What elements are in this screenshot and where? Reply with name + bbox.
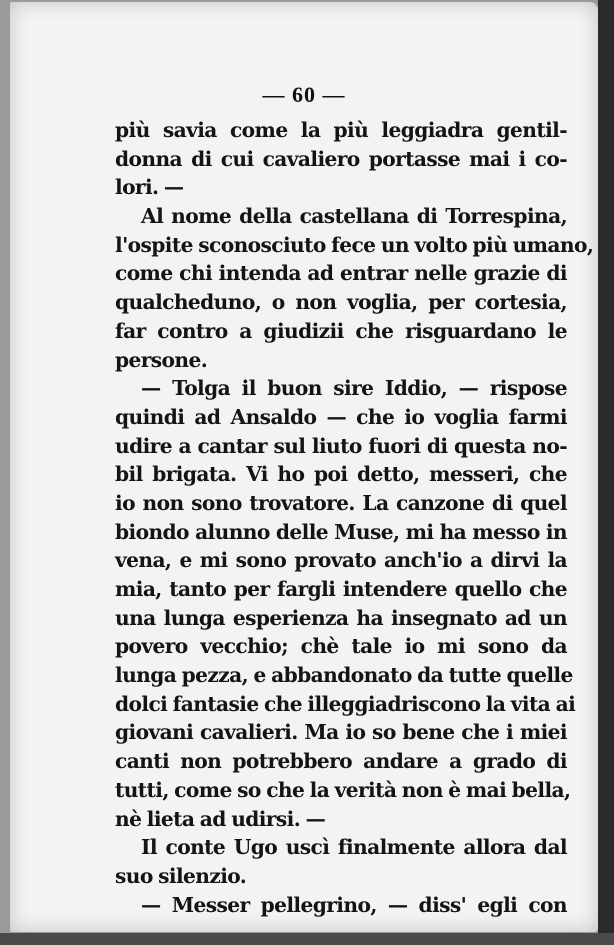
text-line: bil brigata. Vi ho poi detto, messeri, che bbox=[115, 462, 567, 487]
text-line: nè lieta ad udirsi. — bbox=[115, 806, 326, 831]
text-line: persone. bbox=[115, 347, 208, 372]
text-line: l'ospite sconosciuto fece un volto più umano, bbox=[115, 232, 594, 257]
text-line: donna di cui cavaliero portasse mai i co- bbox=[115, 146, 567, 171]
text-line: tutti, come so che la verità non è mai bella, bbox=[115, 777, 571, 802]
page-number: — 60 — bbox=[262, 82, 346, 107]
text-line: Il conte Ugo uscì finalmente allora dal bbox=[141, 835, 567, 860]
text-line: povero vecchio; chè tale io mi sono da bbox=[115, 634, 567, 659]
bottom-shadow bbox=[0, 933, 614, 945]
text-line: mia, tanto per fargli intendere quello che bbox=[115, 577, 567, 601]
text-line: io non sono trovatore. La canzone di quel bbox=[115, 490, 567, 515]
text-line: — Messer pellegrino, — diss' egli con bbox=[141, 892, 567, 917]
text-line: lori. — bbox=[115, 175, 184, 200]
text-line: dolci fantasie che illeggiadriscono la vita ai bbox=[115, 691, 576, 716]
text-line: vena, e mi sono provato anch'io a dirvi la bbox=[115, 548, 567, 573]
book-page bbox=[10, 2, 598, 932]
text-line: come chi intenda ad entrar nelle grazie di bbox=[115, 261, 567, 286]
text-line: suo silenzio. bbox=[115, 863, 247, 888]
text-line: giovani cavalieri. Ma io so bene che i miei bbox=[115, 720, 567, 745]
text-line: quindi ad Ansaldo — che io voglia farmi bbox=[115, 404, 567, 429]
text-line: qualcheduno, o non voglia, per cortesia, bbox=[115, 290, 567, 315]
text-line: lunga pezza, e abbandonato da tutte quelle bbox=[115, 663, 573, 688]
text-line: far contro a giudizii che risguardano le bbox=[115, 318, 567, 343]
body-text bbox=[115, 116, 594, 919]
text-line: canti non potrebbero andare a grado di bbox=[115, 749, 567, 774]
text-line: più savia come la più leggiadra gentil- bbox=[115, 118, 567, 142]
text-line: — Tolga il buon sire Iddio, — rispose bbox=[141, 376, 567, 401]
text-line: Al nome della castellana di Torrespina, bbox=[141, 204, 567, 229]
text-line: una lunga esperienza ha insegnato ad un bbox=[115, 605, 567, 630]
binding-shadow bbox=[598, 0, 614, 945]
text-line: udire a cantar sul liuto fuori di questa no- bbox=[115, 433, 567, 458]
text-line: biondo alunno delle Muse, mi ha messo in bbox=[115, 519, 567, 544]
